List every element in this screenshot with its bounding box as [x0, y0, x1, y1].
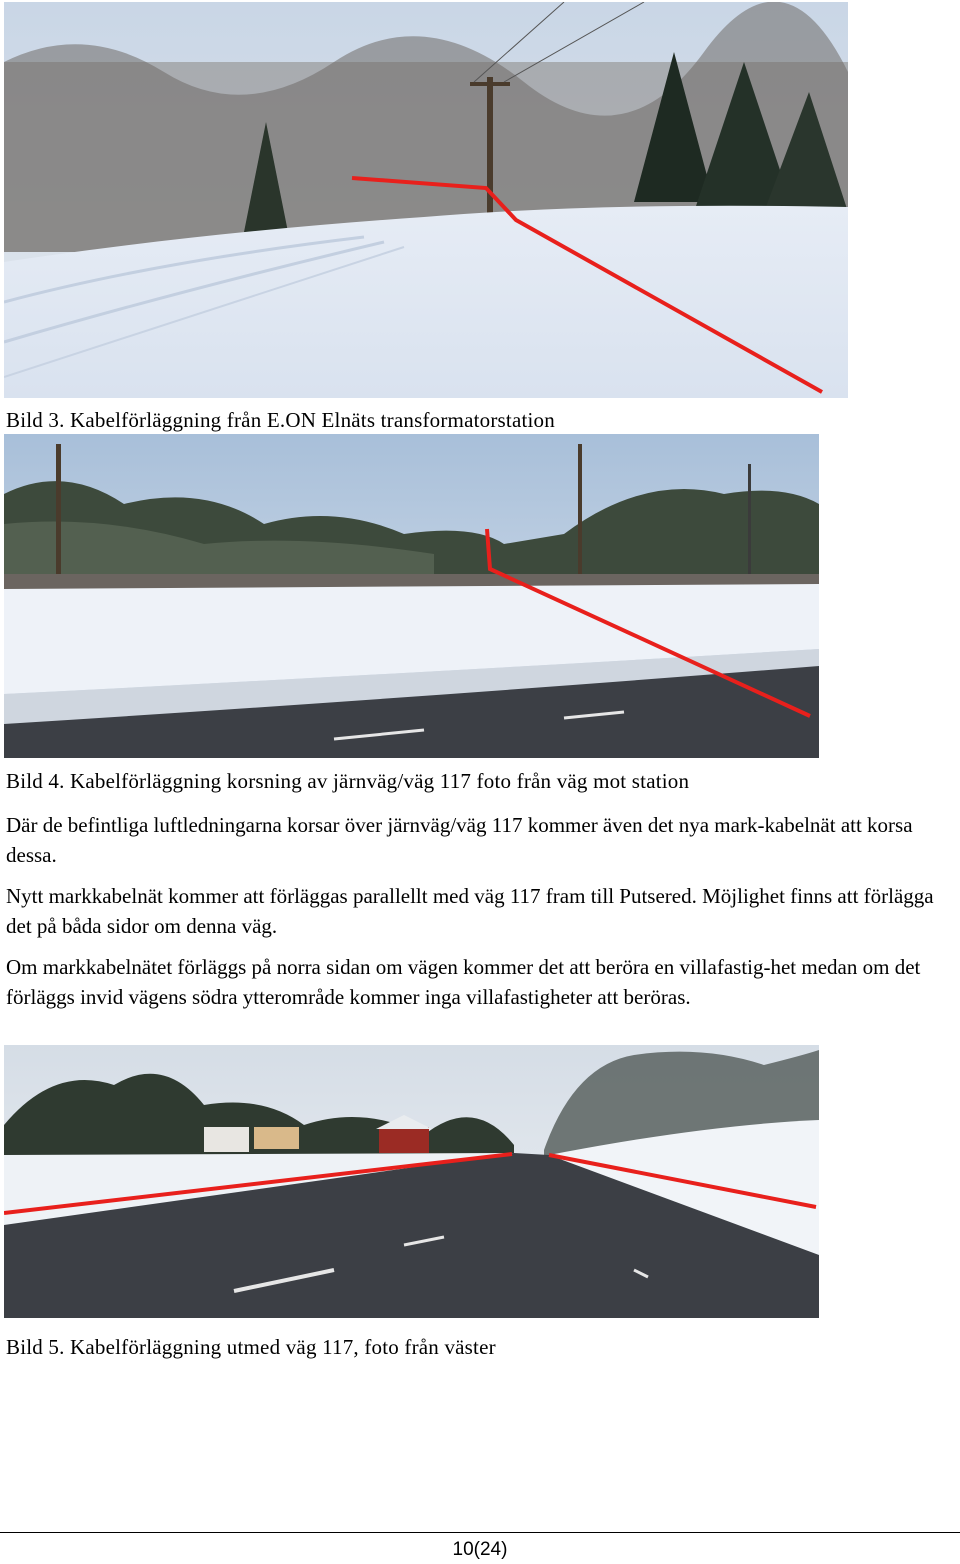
photo-bild-5: [4, 1045, 819, 1318]
photo-bild-5-image: [4, 1045, 819, 1318]
footer-divider: [0, 1532, 960, 1533]
figure-caption-bild-5: Bild 5. Kabelförläggning utmed väg 117, foto från väster: [6, 1335, 496, 1359]
photo-bild-3: [4, 2, 848, 398]
photo-bild-4: [4, 434, 819, 758]
photo-bild-3-image: [4, 2, 848, 398]
paragraph-1: Där de befintliga luftledningarna korsar över järnväg/väg 117 kommer även det nya mark-kabelnät att korsa dessa.: [6, 813, 913, 867]
photo-bild-4-image: [4, 434, 819, 758]
paragraph-3: Om markkabelnätet förläggs på norra sidan om vägen kommer det att beröra en villafastig-het medan om det förläggs invid vägens södra ytterområde kommer inga villafastigheter att beröras.: [6, 955, 921, 1009]
figure-caption-bild-3: Bild 3. Kabelförläggning från E.ON Elnäts transformatorstation: [6, 408, 555, 432]
paragraph-2: Nytt markkabelnät kommer att förläggas parallellt med väg 117 fram till Putsered. Möjlighet finns att förlägga det på båda sidor om denna väg.: [6, 884, 934, 938]
figure-caption-bild-4: Bild 4. Kabelförläggning korsning av järnväg/väg 117 foto från väg mot station: [6, 769, 690, 793]
page-number: 10(24): [452, 1539, 508, 1560]
